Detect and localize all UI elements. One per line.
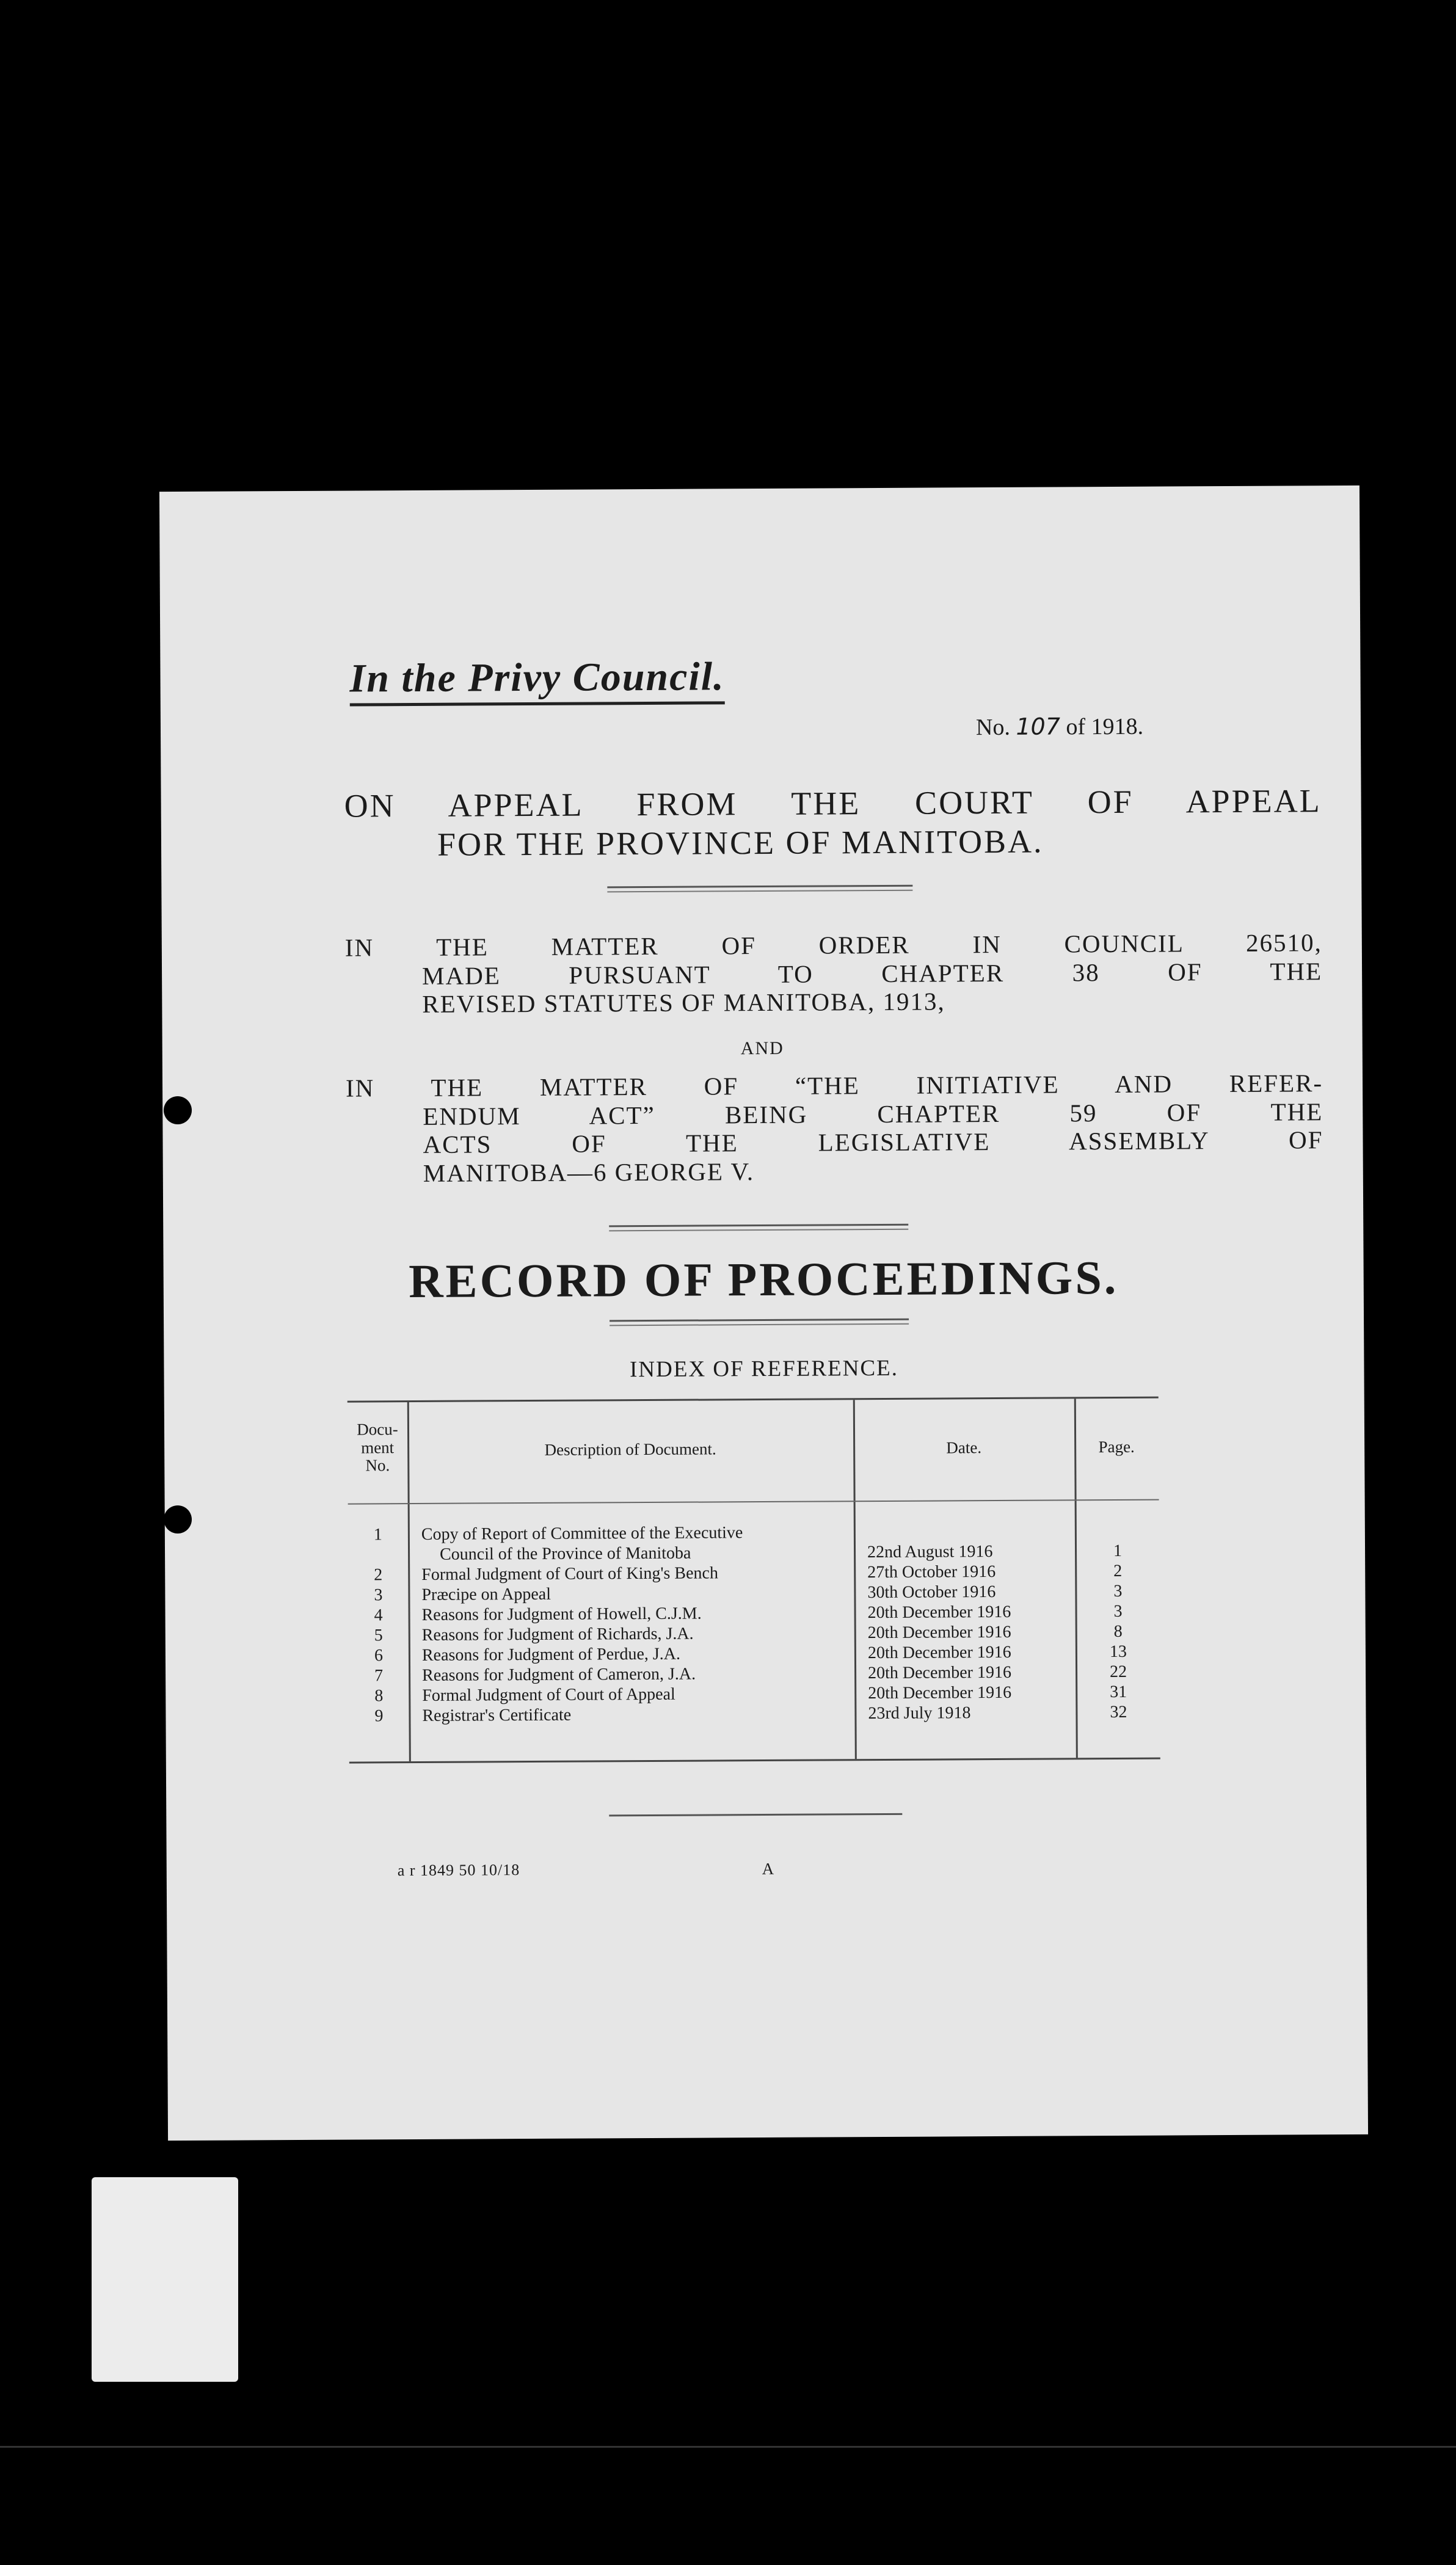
row-1-description: Copy of Report of Committee of the Executive [421,1523,743,1544]
row-5-description: Reasons for Judgment of Richards, J.A. [421,1624,694,1645]
appeal-line-1: ON APPEAL FROM THE COURT OF APPEAL [344,782,1322,824]
row-7-no: 7 [374,1666,384,1686]
record-title: RECORD OF PROCEEDINGS. [408,1250,1119,1308]
row-7-date: 20th December 1916 [868,1662,1011,1683]
header-date: Date. [946,1438,982,1457]
row-8-date: 20th December 1916 [868,1683,1012,1703]
case-no-suffix: of 1918. [1066,713,1144,740]
document-page [159,486,1368,2141]
row-8-page: 31 [1110,1682,1127,1702]
row-2-description: Formal Judgment of Court of King's Bench [421,1563,718,1584]
matter1-line-2: MADE PURSUANT TO CHAPTER 38 OF THE [421,956,1323,990]
row-7-description: Reasons for Judgment of Cameron, J.A. [422,1664,696,1685]
row-4-no: 4 [374,1606,383,1625]
row-3-date: 30th October 1916 [867,1582,996,1603]
matter-block-1 [345,928,1323,1019]
filing-tab [92,2177,238,2382]
closing-rule [609,1813,902,1817]
row-5-date: 20th December 1916 [867,1622,1011,1643]
row-6-no: 6 [374,1646,384,1665]
and-connector: AND [740,1038,784,1059]
row-5-page: 8 [1113,1621,1123,1642]
row-6-description: Reasons for Judgment of Perdue, J.A. [421,1644,681,1665]
row-2-page: 2 [1113,1561,1123,1581]
signature-mark: A [762,1859,774,1879]
row-1-page: 1 [1113,1541,1123,1561]
matter2-line-4: MANITOBA—6 GEORGE V. [423,1157,755,1188]
row-9-page: 32 [1110,1702,1127,1722]
matter1-line-1: IN THE MATTER OF ORDER IN COUNCIL 26510, [344,928,1322,962]
row-5-no: 5 [374,1626,383,1645]
header-divider [348,1499,1159,1505]
divider-rule [610,1319,909,1326]
row-8-description: Formal Judgment of Court of Appeal [422,1684,675,1705]
matter2-line-3: ACTS OF THE LEGISLATIVE ASSEMBLY OF [423,1126,1323,1159]
row-1-no: 1 [373,1525,382,1544]
appeal-heading [344,782,1322,865]
row-7-page: 22 [1110,1662,1127,1682]
film-edge-line [0,2446,1456,2448]
index-table [348,1397,1160,1764]
case-no-handwritten: 107 [1016,713,1061,740]
case-number [976,713,1143,741]
row-9-date: 23rd July 1918 [868,1703,971,1723]
court-heading: In the Privy Council. [349,653,724,706]
row-3-description: Præcipe on Appeal [421,1584,551,1604]
punch-hole [164,1096,192,1124]
printer-code: a r 1849 50 10/18 [397,1861,520,1880]
matter1-line-3: REVISED STATUTES OF MANITOBA, 1913, [422,987,945,1019]
matter2-line-2: ENDUM ACT” BEING CHAPTER 59 OF THE [423,1097,1323,1130]
row-8-no: 8 [374,1686,384,1706]
case-no-prefix: No. [975,714,1011,741]
row-4-date: 20th December 1916 [867,1602,1011,1623]
header-page: Page. [1098,1437,1135,1457]
row-9-description: Registrar's Certificate [422,1705,572,1725]
row-2-date: 27th October 1916 [867,1562,996,1582]
divider-rule [607,885,912,893]
header-description: Description of Document. [544,1439,716,1459]
matter2-line-1: IN THE MATTER OF “THE INITIATIVE AND REFER- [345,1069,1323,1102]
row-6-page: 13 [1109,1642,1127,1662]
punch-hole [164,1505,192,1534]
row-1-date: 22nd August 1916 [867,1542,993,1562]
row-3-no: 3 [374,1585,383,1605]
row-4-description: Reasons for Judgment of Howell, C.J.M. [421,1604,702,1625]
appeal-line-2: FOR THE PROVINCE OF MANITOBA. [437,823,1044,863]
header-doc-no: Docu- ment No. [357,1420,398,1475]
row-4-page: 3 [1113,1601,1123,1621]
row-1-description-cont: Council of the Province of Manitoba [439,1543,691,1564]
row-9-no: 9 [374,1706,384,1726]
row-6-date: 20th December 1916 [867,1642,1011,1663]
row-3-page: 3 [1113,1581,1123,1601]
row-2-no: 2 [374,1565,383,1585]
divider-rule [609,1224,908,1232]
index-title: INDEX OF REFERENCE. [629,1355,899,1383]
matter-block-2 [346,1069,1323,1188]
